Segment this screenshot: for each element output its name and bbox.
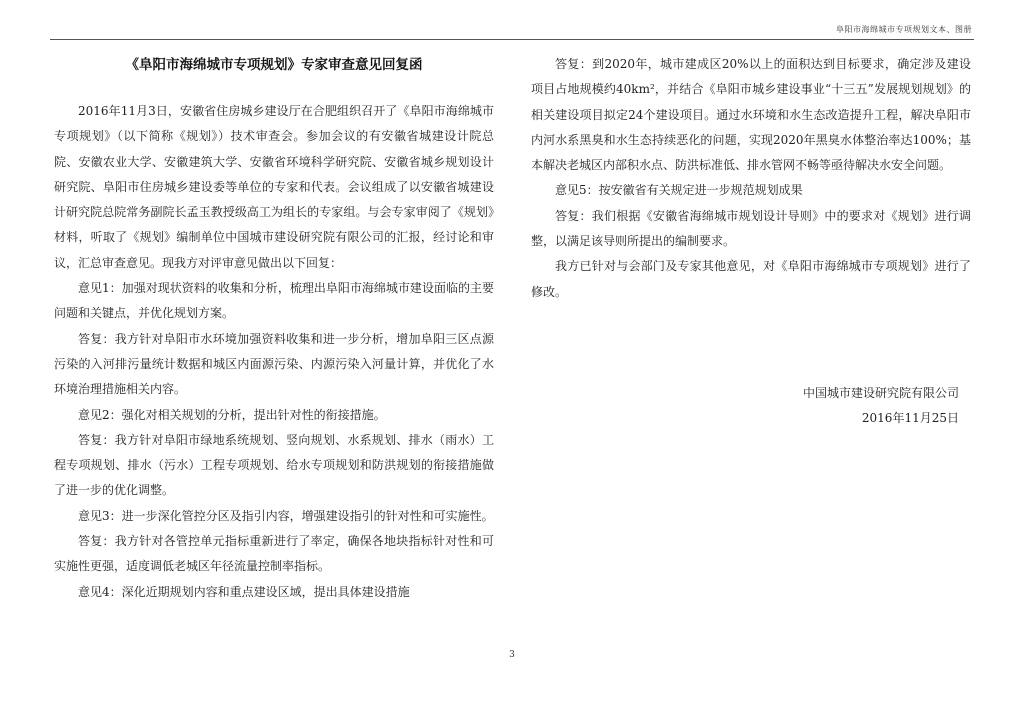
reply-1: 答复：我方针对阜阳市水环境加强资料收集和进一步分析，增加阜阳三区点源污染的入河排污量统计数据和城区内面源污染、内源污染入河量计算，并优化了水环境治理措施相关内容。 — [54, 331, 494, 397]
reply-5: 答复：我们根据《安徽省海绵城市规划设计导则》中的要求对《规划》进行调整，以满足该导则所提出的编制要求。 — [531, 208, 971, 249]
signature-date: 2016年11月25日 — [861, 411, 959, 426]
page-number: 3 — [509, 650, 515, 660]
opinion-3: 意见3：进一步深化管控分区及指引内容，增强建设指引的针对性和可实施性。 — [78, 508, 494, 523]
right-column — [531, 52, 971, 432]
opinion-5: 意见5：按安徽省有关规定进一步规范规划成果 — [555, 183, 803, 198]
opinion-2: 意见2：强化对相关规划的分析，提出针对性的衔接措施。 — [78, 407, 386, 422]
opinion-1: 意见1：加强对现状资料的收集和分析，梳理出阜阳市海绵城市建设面临的主要问题和关键点，并优化规划方案。 — [54, 281, 494, 321]
reply-2: 答复：我方针对阜阳市绿地系统规划、竖向规划、水系规划、排水（雨水）工程专项规划、排水（污水）工程专项规划、给水专项规划和防洪规划的衔接措施做了进一步的优化调整。 — [54, 432, 494, 498]
header-rule — [50, 39, 974, 40]
running-header: 阜阳市海绵城市专项规划文本、图册 — [836, 25, 972, 34]
opinion-4: 意见4：深化近期规划内容和重点建设区域，提出具体建设措施 — [78, 584, 410, 599]
reply-3: 答复：我方针对各管控单元指标重新进行了率定，确保各地块指标针对性和可实施性更强，适度调低老城区年径流量控制率指标。 — [54, 534, 494, 574]
signature-organization: 中国城市建设研究院有限公司 — [802, 385, 959, 400]
closing-paragraph: 我方已针对与会部门及专家其他意见，对《阜阳市海绵城市专项规划》进行了修改。 — [531, 259, 971, 299]
document-title: 《阜阳市海绵城市专项规划》专家审查意见回复函 — [125, 57, 423, 73]
intro-paragraph: 2016年11月3日，安徽省住房城乡建设厅在合肥组织召开了《阜阳市海绵城市专项规划》（以下简称《规划》）技术审查会。参加会议的有安徽省城建设计院总院、安徽农业大学、安徽建筑大学、安徽省环境科学研究院、安徽省城乡规划设计研究院、阜阳市住房城乡建设委等单位的专家和代表。会议组成了以安徽省城建设计研究院总院常务副院长孟玉教授级高工为组长的专家组。与会专家审阅了《规划》材料，听取了《规划》编制单位中国城市建设研究院有限公司的汇报，经讨论和审议，汇总审查意见。现我方对评审意见做出以下回复： — [54, 104, 494, 270]
left-column — [54, 52, 494, 605]
signature-spacer — [531, 305, 971, 381]
reply-4: 答复：到2020年，城市建成区20%以上的面积达到目标要求，确定涉及建设项目占地规模约40km²，并结合《阜阳市城乡建设事业“十三五”发展规划规划》的相关建设项目拟定24个建设项目。通过水环境和水生态改造提升工程，解决阜阳市内河水系黑臭和水生态持续恶化的问题，实现2020年黑臭水体整治率达100%；基本解决老城区内部积水点、防洪标准低、排水管网不畅等亟待解决水安全问题。 — [531, 57, 971, 173]
